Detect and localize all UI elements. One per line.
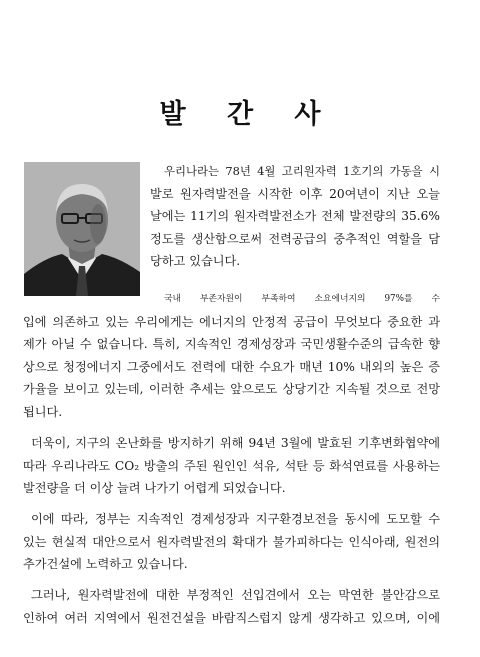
text-line: 날에는 11기의 원자력발전소가 전체 발전량의 35.6% — [150, 209, 440, 223]
text-line: 입에 의존하고 있는 우리에게는 에너지의 안정적 공급이 무엇보다 중요한 과 — [23, 314, 440, 329]
text-line: 국내 부존자원이 부족하여 소요에너지의 97%를 수 — [164, 294, 440, 304]
author-portrait — [24, 162, 140, 296]
paragraph-concerns — [23, 584, 440, 629]
text-line: 발로 원자력발전을 시작한 이후 20여년이 지난 오늘 — [150, 186, 440, 201]
text-line: 우리나라는 78년 4월 고리원자력 1호기의 가동을 시 — [164, 164, 440, 178]
text-line: 인하여 여러 지역에서 원전건설을 바람직스럽지 않게 생각하고 있으며, 이에 — [23, 610, 440, 625]
text-line: 당하고 있습니다. — [150, 254, 241, 268]
text-line: 발전량을 더 이상 늘려 나가기 어렵게 되었습니다. — [23, 481, 286, 495]
text-line: 상으로 청정에너지 그중에서도 전력에 대한 수요가 매년 10% 내외의 높은 증 — [23, 359, 440, 374]
paragraph-government — [23, 508, 440, 576]
text-line: 추가건설에 노력하고 있습니다. — [23, 557, 188, 571]
text-line: 정도를 생산함으로써 전력공급의 중추적인 역할을 담 — [150, 231, 440, 246]
paragraph-climate — [23, 432, 440, 500]
text-line: 따라 우리나라도 CO₂ 방출의 주된 원인인 석유, 석탄 등 화석연료를 사용하는 — [23, 458, 440, 473]
text-line: 됩니다. — [23, 404, 63, 419]
text-line: 제가 아닐 수 없습니다. 특히, 지속적인 경제성장과 국민생활수준의 급속한 향 — [23, 337, 440, 351]
text-line: 가율을 보이고 있는데, 이러한 추세는 앞으로도 상당기간 지속될 것으로 전망 — [23, 382, 440, 396]
text-line: 있는 현실적 대안으로서 원자력발전의 확대가 불가피하다는 인식아래, 원전의 — [23, 534, 440, 549]
text-line: 그러나, 원자력발전에 대한 부정적인 선입견에서 오는 막연한 불안감으로 — [31, 588, 440, 602]
text-line: 이에 따라, 정부는 지속적인 경제성장과 지구환경보전을 동시에 도모할 수 — [31, 512, 440, 526]
paragraph-intro — [150, 160, 440, 273]
text-line: 더욱이, 지구의 온난화를 방지하기 위해 94년 3월에 발효된 기후변화협약에 — [31, 436, 440, 450]
portrait-image — [24, 162, 140, 296]
page-title: 발 간 사 — [159, 99, 337, 130]
paragraph-energy-supply — [23, 288, 440, 423]
